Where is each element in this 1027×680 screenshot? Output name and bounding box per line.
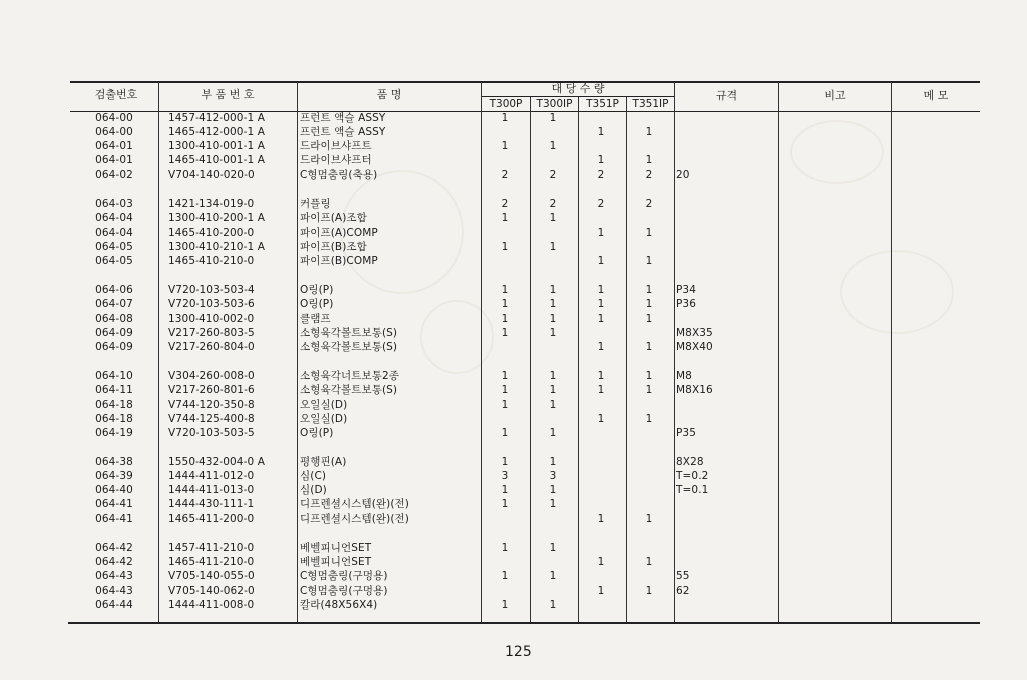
cell-code: 064-04 (95, 212, 133, 224)
cell-part-number: 1444-411-008-0 (168, 599, 255, 611)
cell-qty-t351p: 1 (597, 370, 605, 382)
cell-qty-t300ip: 1 (549, 212, 557, 224)
cell-part-number: V704-140-020-0 (168, 169, 255, 181)
cell-qty-t300p: 1 (501, 599, 509, 611)
cell-qty-t300ip: 1 (549, 370, 557, 382)
cell-code: 064-44 (95, 599, 133, 611)
cell-qty-t351ip: 1 (645, 313, 653, 325)
cell-spec: 55 (676, 570, 690, 582)
cell-qty-t351p: 2 (597, 198, 605, 210)
cell-spec: M8X35 (676, 327, 713, 339)
header-model-t300ip: T300IP (536, 98, 573, 110)
cell-part-number: 1465-410-200-0 (168, 227, 255, 239)
cell-qty-t300p: 1 (501, 498, 509, 510)
cell-code: 064-43 (95, 585, 133, 597)
cell-qty-t300p: 1 (501, 140, 509, 152)
cell-spec: M8X16 (676, 384, 713, 396)
cell-qty-t300p: 3 (501, 470, 509, 482)
cell-spec: M8X40 (676, 341, 713, 353)
cell-part-name: 심(C) (300, 470, 327, 482)
header-memo: 메 모 (923, 89, 949, 102)
cell-part-number: 1550-432-004-0 A (168, 456, 265, 468)
cell-qty-t351ip: 1 (645, 370, 653, 382)
cell-code: 064-10 (95, 370, 133, 382)
cell-part-number: 1465-412-000-1 A (168, 126, 265, 138)
cell-part-name: O링(P) (300, 284, 334, 296)
cell-part-name: 파이프(B)조합 (300, 241, 367, 253)
cell-part-name: 칼라(48X56X4) (300, 599, 378, 611)
header-model-t300p: T300P (489, 98, 523, 110)
cell-code: 064-42 (95, 556, 133, 568)
cell-code: 064-39 (95, 470, 133, 482)
cell-part-name: 오일실(D) (300, 399, 348, 411)
cell-code: 064-43 (95, 570, 133, 582)
cell-spec: 20 (676, 169, 690, 181)
cell-part-name: 드라이브샤프터 (300, 154, 372, 166)
cell-part-number: V304-260-008-0 (168, 370, 255, 382)
cell-code: 064-06 (95, 284, 133, 296)
cell-part-number: 1465-410-001-1 A (168, 154, 265, 166)
cell-code: 064-01 (95, 140, 133, 152)
header-remark: 비고 (824, 89, 846, 102)
cell-part-name: O링(P) (300, 298, 334, 310)
cell-part-name: 디프렌셜시스템(완)(전) (300, 513, 409, 525)
cell-part-name: 디프렌셜시스템(완)(전) (300, 498, 409, 510)
cell-code: 064-18 (95, 413, 133, 425)
cell-qty-t300p: 1 (501, 570, 509, 582)
cell-qty-t351p: 2 (597, 169, 605, 181)
col-divider (891, 82, 892, 622)
cell-qty-t300ip: 1 (549, 498, 557, 510)
header-part-name: 품 명 (376, 88, 402, 101)
cell-part-name: 소형육각볼트보통(S) (300, 384, 398, 396)
cell-qty-t351p: 1 (597, 341, 605, 353)
cell-qty-t300p: 1 (501, 298, 509, 310)
cell-part-name: C형멈춤링(구멍용) (300, 570, 388, 582)
cell-part-name: 소형육각볼트보통(S) (300, 341, 398, 353)
cell-qty-t351ip: 1 (645, 154, 653, 166)
cell-qty-t351ip: 1 (645, 284, 653, 296)
cell-qty-t351ip: 1 (645, 255, 653, 267)
cell-spec: M8 (676, 370, 692, 382)
cell-qty-t300p: 1 (501, 370, 509, 382)
cell-qty-t351ip: 1 (645, 298, 653, 310)
cell-qty-t300p: 1 (501, 241, 509, 253)
header-part-number: 부 품 번 호 (201, 88, 255, 101)
col-divider (158, 82, 159, 622)
cell-part-number: 1421-134-019-0 (168, 198, 255, 210)
cell-part-name: 소형육각볼트보통(S) (300, 327, 398, 339)
cell-part-number: V720-103-503-5 (168, 427, 255, 439)
cell-part-number: V720-103-503-4 (168, 284, 255, 296)
cell-part-name: 드라이브샤프트 (300, 140, 372, 152)
cell-qty-t300ip: 1 (549, 384, 557, 396)
cell-part-name: 커플링 (300, 198, 331, 210)
cell-part-name: C형멈춤링(구멍용) (300, 585, 388, 597)
cell-qty-t300ip: 1 (549, 112, 557, 124)
cell-code: 064-00 (95, 126, 133, 138)
cell-code: 064-00 (95, 112, 133, 124)
cell-part-name: 심(D) (300, 484, 327, 496)
cell-code: 064-11 (95, 384, 133, 396)
cell-code: 064-04 (95, 227, 133, 239)
cell-spec: 8X28 (676, 456, 704, 468)
cell-part-name: 프런트 액슬 ASSY (300, 112, 386, 124)
cell-qty-t351ip: 1 (645, 384, 653, 396)
cell-qty-t300ip: 1 (549, 140, 557, 152)
cell-part-number: 1457-411-210-0 (168, 542, 255, 554)
cell-part-number: 1444-411-012-0 (168, 470, 255, 482)
cell-qty-t351p: 1 (597, 255, 605, 267)
cell-part-number: V705-140-055-0 (168, 570, 255, 582)
cell-qty-t300p: 1 (501, 112, 509, 124)
cell-part-number: 1465-410-210-0 (168, 255, 255, 267)
cell-code: 064-02 (95, 169, 133, 181)
cell-part-name: 소형육각너트보통2종 (300, 370, 399, 382)
cell-qty-t300p: 1 (501, 542, 509, 554)
cell-part-number: V720-103-503-6 (168, 298, 255, 310)
cell-spec: P34 (676, 284, 696, 296)
cell-qty-t300ip: 1 (549, 313, 557, 325)
cell-qty-t351ip: 1 (645, 556, 653, 568)
cell-part-number: V744-120-350-8 (168, 399, 255, 411)
header-code: 검출번호 (94, 88, 138, 101)
page-number: 125 (505, 644, 532, 660)
cell-part-name: 베벨피니언SET (300, 556, 372, 568)
cell-spec: 62 (676, 585, 690, 597)
cell-qty-t300p: 1 (501, 313, 509, 325)
col-divider (778, 82, 779, 622)
cell-qty-t300ip: 1 (549, 599, 557, 611)
cell-code: 064-40 (95, 484, 133, 496)
cell-spec: T=0.1 (676, 484, 709, 496)
cell-qty-t351ip: 1 (645, 126, 653, 138)
cell-part-name: 베벨피니언SET (300, 542, 372, 554)
cell-part-name: 프런트 액슬 ASSY (300, 126, 386, 138)
cell-qty-t351p: 1 (597, 413, 605, 425)
cell-spec: T=0.2 (676, 470, 709, 482)
cell-qty-t300p: 1 (501, 384, 509, 396)
cell-qty-t300p: 2 (501, 198, 509, 210)
cell-qty-t351p: 1 (597, 313, 605, 325)
cell-part-number: 1457-412-000-1 A (168, 112, 265, 124)
cell-qty-t351p: 1 (597, 126, 605, 138)
cell-qty-t351p: 1 (597, 384, 605, 396)
cell-qty-t300ip: 1 (549, 542, 557, 554)
cell-qty-t351p: 1 (597, 154, 605, 166)
cell-qty-t300ip: 1 (549, 284, 557, 296)
header-model-t351p: T351P (586, 98, 619, 110)
cell-spec: P35 (676, 427, 696, 439)
cell-code: 064-09 (95, 341, 133, 353)
cell-qty-t300ip: 1 (549, 427, 557, 439)
cell-code: 064-42 (95, 542, 133, 554)
cell-qty-t300ip: 1 (549, 570, 557, 582)
cell-code: 064-05 (95, 241, 133, 253)
cell-code: 064-38 (95, 456, 133, 468)
cell-code: 064-18 (95, 399, 133, 411)
col-divider (674, 82, 675, 622)
cell-code: 064-03 (95, 198, 133, 210)
cell-part-number: 1444-430-111-1 (168, 498, 255, 510)
cell-code: 064-41 (95, 513, 133, 525)
cell-qty-t300p: 2 (501, 169, 509, 181)
cell-qty-t300p: 1 (501, 484, 509, 496)
cell-qty-t300ip: 1 (549, 399, 557, 411)
cell-qty-t351p: 1 (597, 556, 605, 568)
cell-qty-t300ip: 1 (549, 327, 557, 339)
cell-qty-t351ip: 1 (645, 513, 653, 525)
cell-qty-t300p: 1 (501, 456, 509, 468)
cell-part-number: V217-260-804-0 (168, 341, 255, 353)
cell-part-name: 클램프 (300, 313, 331, 325)
cell-part-name: 평행핀(A) (300, 456, 347, 468)
cell-qty-t300p: 1 (501, 212, 509, 224)
table-bottom-rule (68, 622, 980, 624)
cell-part-number: 1465-411-210-0 (168, 556, 255, 568)
cell-qty-t300ip: 1 (549, 298, 557, 310)
cell-qty-t351p: 1 (597, 513, 605, 525)
bleed-through-drawing (790, 120, 884, 184)
cell-qty-t351ip: 1 (645, 341, 653, 353)
cell-part-name: 오일실(D) (300, 413, 348, 425)
header-quantity-group: 대 당 수 량 (551, 82, 605, 95)
cell-part-number: V217-260-801-6 (168, 384, 255, 396)
cell-part-number: V705-140-062-0 (168, 585, 255, 597)
cell-qty-t351ip: 2 (645, 198, 653, 210)
cell-part-name: O링(P) (300, 427, 334, 439)
cell-qty-t300ip: 1 (549, 456, 557, 468)
cell-part-number: 1300-410-002-0 (168, 313, 255, 325)
cell-qty-t351ip: 1 (645, 585, 653, 597)
cell-part-number: V744-125-400-8 (168, 413, 255, 425)
cell-qty-t351p: 1 (597, 585, 605, 597)
cell-qty-t300p: 1 (501, 284, 509, 296)
cell-part-number: 1300-410-210-1 A (168, 241, 265, 253)
cell-qty-t351p: 1 (597, 227, 605, 239)
cell-code: 064-01 (95, 154, 133, 166)
cell-qty-t300ip: 1 (549, 484, 557, 496)
cell-part-number: 1300-410-001-1 A (168, 140, 265, 152)
cell-qty-t300p: 1 (501, 427, 509, 439)
cell-qty-t300ip: 2 (549, 169, 557, 181)
header-spec: 규격 (715, 89, 738, 102)
cell-qty-t351ip: 2 (645, 169, 653, 181)
cell-part-number: 1300-410-200-1 A (168, 212, 265, 224)
cell-qty-t300ip: 2 (549, 198, 557, 210)
cell-code: 064-08 (95, 313, 133, 325)
cell-qty-t351p: 1 (597, 298, 605, 310)
cell-qty-t300p: 1 (501, 327, 509, 339)
cell-qty-t300p: 1 (501, 399, 509, 411)
cell-part-name: C형멈춤링(축용) (300, 169, 378, 181)
cell-part-name: 파이프(B)COMP (300, 255, 378, 267)
cell-part-number: V217-260-803-5 (168, 327, 255, 339)
cell-code: 064-09 (95, 327, 133, 339)
cell-qty-t351ip: 1 (645, 227, 653, 239)
cell-qty-t351p: 1 (597, 284, 605, 296)
cell-code: 064-19 (95, 427, 133, 439)
cell-part-name: 파이프(A)COMP (300, 227, 378, 239)
col-divider (297, 82, 298, 622)
header-model-t351ip: T351IP (632, 98, 669, 110)
cell-part-name: 파이프(A)조합 (300, 212, 367, 224)
cell-qty-t300ip: 3 (549, 470, 557, 482)
cell-qty-t300ip: 1 (549, 241, 557, 253)
cell-code: 064-41 (95, 498, 133, 510)
cell-code: 064-07 (95, 298, 133, 310)
cell-code: 064-05 (95, 255, 133, 267)
cell-part-number: 1465-411-200-0 (168, 513, 255, 525)
cell-part-number: 1444-411-013-0 (168, 484, 255, 496)
cell-qty-t351ip: 1 (645, 413, 653, 425)
cell-spec: P36 (676, 298, 696, 310)
bleed-through-drawing (840, 250, 954, 334)
